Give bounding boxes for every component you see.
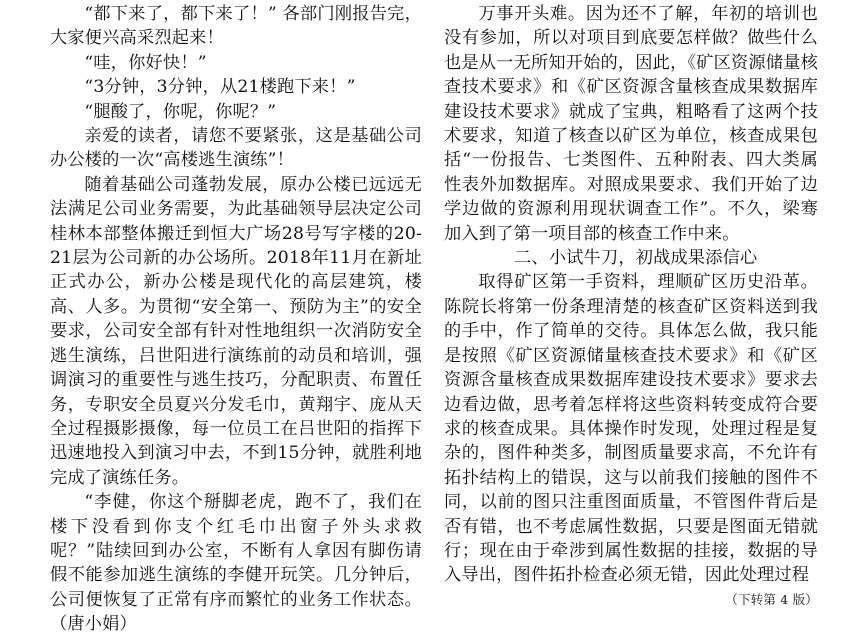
paragraph: “腿酸了，你呢，你呢？” (84, 101, 277, 122)
section-heading: 二、小试牛刀，初战成果添信心 (514, 248, 758, 269)
paragraph: 随着基础公司蓬勃发展，原办公楼已远远无法满足公司业务需要，为此基础领导层决定公司桂林本部整体搬迁到恒大广场28号写字楼的20-21层为公司新的办公场所。2018年11月在新址正式办公，新办公楼是现代化的高层建筑，楼高、人多。为贯彻“安全第一、预防为主”的安全要求，公司安全部有针对性地组织一次消防安全逃生演练，吕世阳进行演练前的动员和培训，强调演习的重要性与逃生技巧，分配职责、布置任务，专职安全员夏兴分发毛巾，黄翔宇、庞从天全过程摄影摄像，每一位员工在吕世阳的指挥下迅速地投入到演习中去，不到15分钟，就胜利地完成了演练任务。 (50, 174, 422, 488)
paragraph: “3分钟，3分钟，从21楼跑下来！” (84, 77, 356, 98)
continued-note: （下转第 4 版） (725, 591, 818, 607)
paragraph: “哇，你好快！” (84, 52, 207, 73)
paragraph: “都下来了，都下来了！” 各部门刚报告完，大家便兴高采烈起来！ (50, 4, 422, 49)
article-left-column (50, 2, 422, 637)
article-right-column (444, 2, 818, 610)
paragraph: “李健，你这个掰脚老虎，跑不了，我们在楼下没看到你支个红毛巾出窗子外头求救呢？”陆续回到办公室，不断有人拿因有脚伤请假不能参加逃生演练的李健开玩笑。几分钟后，公司便恢复了正常有序而繁忙的业务工作状态。（唐小娟） (50, 492, 422, 635)
paragraph: 亲爱的读者，请您不要紧张，这是基础公司办公楼的一次“高楼逃生演练”！ (50, 126, 422, 171)
paragraph: 取得矿区第一手资料，理顺矿区历史沿革。陈院长将第一份条理清楚的核查矿区资料送到我的手中，作了简单的交待。具体怎么做，我只能是按照《矿区资源储量核查技术要求》和《矿区资源含量核查成果数据库建设技术要求》要求去边看边做，思考着怎样将这些资料转变成符合要求的核查成果。具体操作时发现，处理过程是复杂的，图件种类多，制图质量要求高，不允许有拓扑结构上的错误，这与以前我们接触的图件不同，以前的图只注重图面质量，不管图件背后是否有错，也不考虑属性数据，只要是图面无错就行；现在由于牵涉到属性数据的挂接，数据的导入导出，图件拓扑检查必须无错，因此处理过程 (444, 272, 818, 586)
paragraph: 万事开头难。因为还不了解，年初的培训也没有参加，所以对项目到底要怎样做？做些什么也是从一无所知开始的，因此，《矿区资源储量核查技术要求》和《矿区资源含量核查成果数据库建设技术要求》就成了宝典，粗略看了这两个技术要求，知道了核查以矿区为单位，核查成果包括“一份报告、七类图件、五种附表、四大类属性表外加数据库。对照成果要求、我们开始了边学边做的资源利用现状调查工作”。不久，梁骞加入到了第一项目部的核查工作中来。 (444, 4, 818, 244)
